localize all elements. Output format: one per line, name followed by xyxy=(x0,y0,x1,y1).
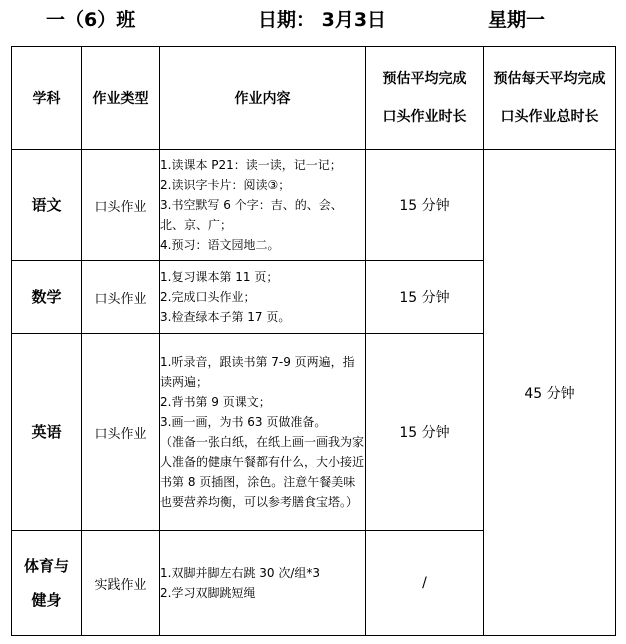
content-cell xyxy=(160,531,366,636)
time-cell: 15 分钟 xyxy=(366,150,484,261)
subject-cell: 数学 xyxy=(12,261,82,334)
column-header-daily-total xyxy=(484,47,616,150)
daily-total-cell: 45 分钟 xyxy=(484,150,616,636)
avg-time-header-line2: 口头作业时长 xyxy=(382,109,467,125)
time-cell: / xyxy=(366,531,484,636)
column-header-content: 作业内容 xyxy=(160,47,366,150)
content-line: 2.学习双脚跳短绳 xyxy=(160,586,256,600)
daily-total-header-line2: 口头作业总时长 xyxy=(500,109,599,125)
subject-line: 体育与 xyxy=(23,557,69,575)
time-cell: 15 分钟 xyxy=(366,261,484,334)
class-label: 一（6）班 xyxy=(46,9,136,31)
content-cell xyxy=(160,334,366,531)
subject-cell: 英语 xyxy=(12,334,82,531)
content-line: 1.读课本 P21：读一读，记一记； xyxy=(160,158,342,172)
content-line: 3.检查绿本子第 17 页。 xyxy=(160,310,291,324)
column-header-avg-time xyxy=(366,47,484,150)
subject-cell xyxy=(12,531,82,636)
column-header-subject: 学科 xyxy=(12,47,82,150)
subject-line: 健身 xyxy=(31,591,62,609)
time-cell: 15 分钟 xyxy=(366,334,484,531)
type-cell: 实践作业 xyxy=(82,531,160,636)
subject-cell: 语文 xyxy=(12,150,82,261)
weekday-label: 星期一 xyxy=(488,9,546,31)
content-line: 1.听录音，跟读书第 7-9 页两遍，指读两遍； xyxy=(160,355,355,389)
content-cell xyxy=(160,150,366,261)
content-line: 2.完成口头作业； xyxy=(160,290,256,304)
page-header xyxy=(0,0,626,40)
content-line: 2.背书第 9 页课文； xyxy=(160,395,271,409)
content-line: 3.画一画，为书 63 页做准备。 xyxy=(160,415,327,429)
type-cell: 口头作业 xyxy=(82,334,160,531)
table-header-row xyxy=(12,47,616,150)
avg-time-header-line1: 预估平均完成 xyxy=(382,71,467,87)
content-line: 3.书空默写 6 个字：吉、的、会、北、京、广； xyxy=(160,198,343,232)
content-line: （准备一张白纸，在纸上画一画我为家人准备的健康午餐都有什么，大小接近书第 8 页插图，涂色。注意午餐美味也要营养均衡，可以参考膳食宝塔。） xyxy=(160,435,365,509)
date-label: 日期： 3月3日 xyxy=(258,9,387,31)
daily-total-header-line1: 预估每天平均完成 xyxy=(493,71,606,87)
table-row xyxy=(12,150,616,261)
content-line: 1.复习课本第 11 页； xyxy=(160,270,279,284)
column-header-type: 作业类型 xyxy=(82,47,160,150)
type-cell: 口头作业 xyxy=(82,150,160,261)
type-cell: 口头作业 xyxy=(82,261,160,334)
homework-table xyxy=(11,46,616,636)
content-cell xyxy=(160,261,366,334)
content-line: 1.双脚并脚左右跳 30 次/组*3 xyxy=(160,566,321,580)
content-line: 2.读识字卡片：阅读③； xyxy=(160,178,291,192)
content-line: 4.预习：语文园地二。 xyxy=(160,238,280,252)
